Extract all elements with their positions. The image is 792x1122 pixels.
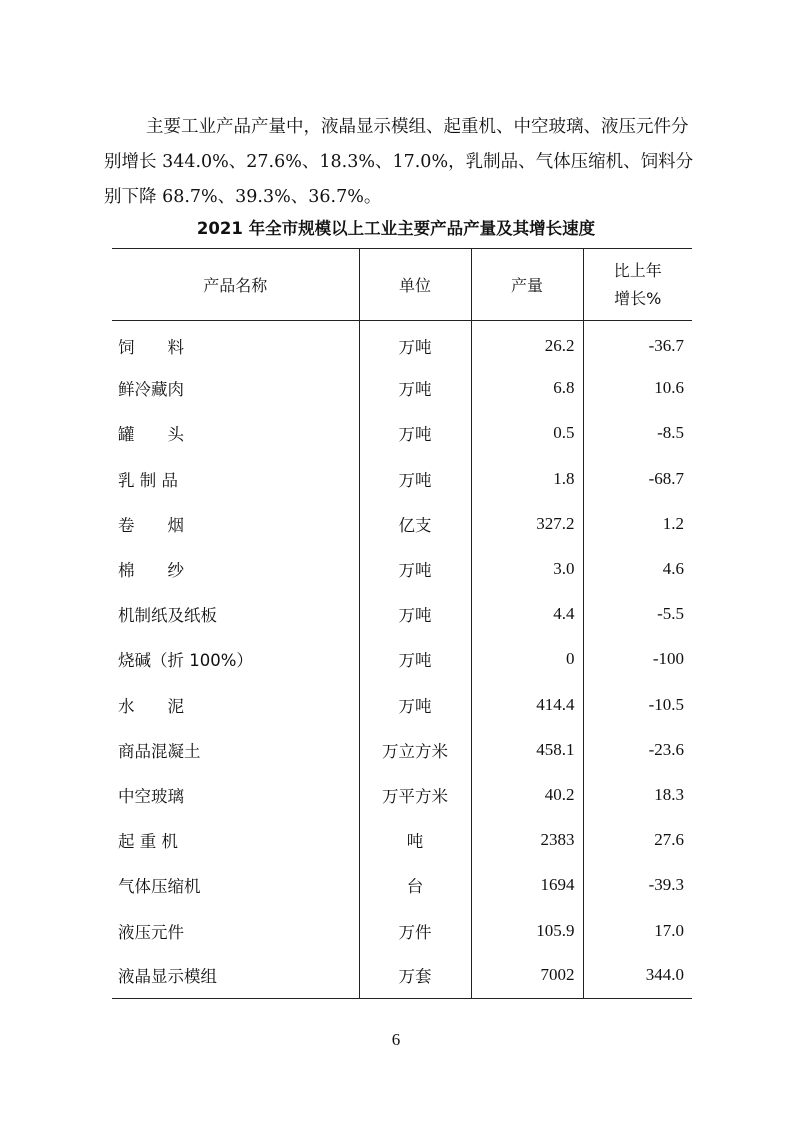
cell-growth: 27.6 — [583, 818, 692, 863]
cell-unit: 台 — [359, 863, 471, 908]
cell-growth: -39.3 — [583, 863, 692, 908]
cell-growth: -10.5 — [583, 682, 692, 727]
table-row — [112, 411, 692, 456]
cell-product-name: 饲 料 — [118, 338, 184, 358]
cell-product-name: 商品混凝土 — [118, 741, 201, 761]
cell-output: 458.1 — [471, 727, 583, 772]
cell-unit: 万吨 — [359, 366, 471, 411]
table-row — [112, 727, 692, 772]
cell-product-name: 气体压缩机 — [118, 877, 201, 897]
cell-growth: -23.6 — [583, 727, 692, 772]
cell-growth: 344.0 — [583, 953, 692, 998]
table-row — [112, 321, 692, 366]
cell-product-name: 烧碱（折 100%） — [118, 651, 253, 671]
table-row — [112, 637, 692, 682]
intro-paragraph-text: 主要工业产品产量中，液晶显示模组、起重机、中空玻璃、液压元件分别增长 344.0%、27.6%、18.3%、17.0%，乳制品、气体压缩机、饲料分别下降 68.7%、39.3%、36.7%。 — [104, 117, 694, 207]
cell-growth: 1.2 — [583, 501, 692, 546]
cell-growth: 17.0 — [583, 908, 692, 953]
table-row — [112, 546, 692, 591]
cell-product-name: 罐 头 — [118, 425, 184, 445]
cell-unit: 亿支 — [359, 501, 471, 546]
cell-unit: 万平方米 — [359, 772, 471, 817]
intro-paragraph — [104, 110, 704, 215]
cell-output: 2383 — [471, 818, 583, 863]
product-output-table — [112, 248, 692, 999]
table-row — [112, 953, 692, 998]
cell-output: 7002 — [471, 953, 583, 998]
cell-growth: -68.7 — [583, 456, 692, 501]
cell-unit: 万吨 — [359, 456, 471, 501]
cell-output: 1694 — [471, 863, 583, 908]
table-row — [112, 682, 692, 727]
cell-unit: 万吨 — [359, 411, 471, 456]
table-row — [112, 501, 692, 546]
cell-unit: 吨 — [359, 818, 471, 863]
cell-product-name: 棉 纱 — [118, 561, 184, 581]
cell-product-name: 中空玻璃 — [118, 786, 184, 806]
cell-product-name: 机制纸及纸板 — [118, 606, 217, 626]
table-row — [112, 456, 692, 501]
header-growth — [583, 249, 692, 321]
cell-growth: -8.5 — [583, 411, 692, 456]
cell-unit: 万套 — [359, 953, 471, 998]
cell-unit: 万吨 — [359, 682, 471, 727]
table-header-row — [112, 249, 692, 321]
header-growth-line1: 比上年 — [613, 260, 662, 280]
cell-product-name: 乳 制 品 — [118, 470, 178, 490]
header-output: 产量 — [471, 249, 583, 321]
cell-product-name: 水 泥 — [118, 696, 184, 716]
page-number: 6 — [391, 1030, 401, 1049]
cell-growth: -100 — [583, 637, 692, 682]
cell-unit: 万吨 — [359, 637, 471, 682]
table-row — [112, 863, 692, 908]
cell-growth: 4.6 — [583, 546, 692, 591]
header-unit: 单位 — [359, 249, 471, 321]
cell-unit: 万吨 — [359, 592, 471, 637]
table-row — [112, 592, 692, 637]
cell-product-name: 起 重 机 — [118, 832, 178, 852]
cell-unit: 万吨 — [359, 321, 471, 366]
cell-unit: 万吨 — [359, 546, 471, 591]
cell-growth: -5.5 — [583, 592, 692, 637]
table-row — [112, 772, 692, 817]
header-product-name: 产品名称 — [112, 249, 359, 321]
cell-unit: 万立方米 — [359, 727, 471, 772]
cell-output: 4.4 — [471, 592, 583, 637]
cell-product-name: 鲜冷藏肉 — [118, 380, 184, 400]
cell-unit: 万件 — [359, 908, 471, 953]
cell-output: 0.5 — [471, 411, 583, 456]
cell-product-name: 液压元件 — [118, 922, 184, 942]
cell-growth: 10.6 — [583, 366, 692, 411]
table-row — [112, 818, 692, 863]
table-row — [112, 366, 692, 411]
header-growth-line2: 增长% — [614, 288, 662, 308]
cell-product-name: 液晶显示模组 — [112, 953, 359, 998]
cell-output: 3.0 — [471, 546, 583, 591]
cell-output: 26.2 — [471, 321, 583, 366]
table-body — [112, 321, 692, 999]
table-row — [112, 908, 692, 953]
cell-output: 40.2 — [471, 772, 583, 817]
cell-output: 0 — [471, 637, 583, 682]
cell-output: 105.9 — [471, 908, 583, 953]
cell-output: 414.4 — [471, 682, 583, 727]
cell-product-name: 卷 烟 — [118, 515, 184, 535]
cell-output: 327.2 — [471, 501, 583, 546]
cell-output: 1.8 — [471, 456, 583, 501]
cell-growth: -36.7 — [583, 321, 692, 366]
cell-output: 6.8 — [471, 366, 583, 411]
cell-growth: 18.3 — [583, 772, 692, 817]
table-title: 2021 年全市规模以上工业主要产品产量及其增长速度 — [196, 219, 596, 238]
